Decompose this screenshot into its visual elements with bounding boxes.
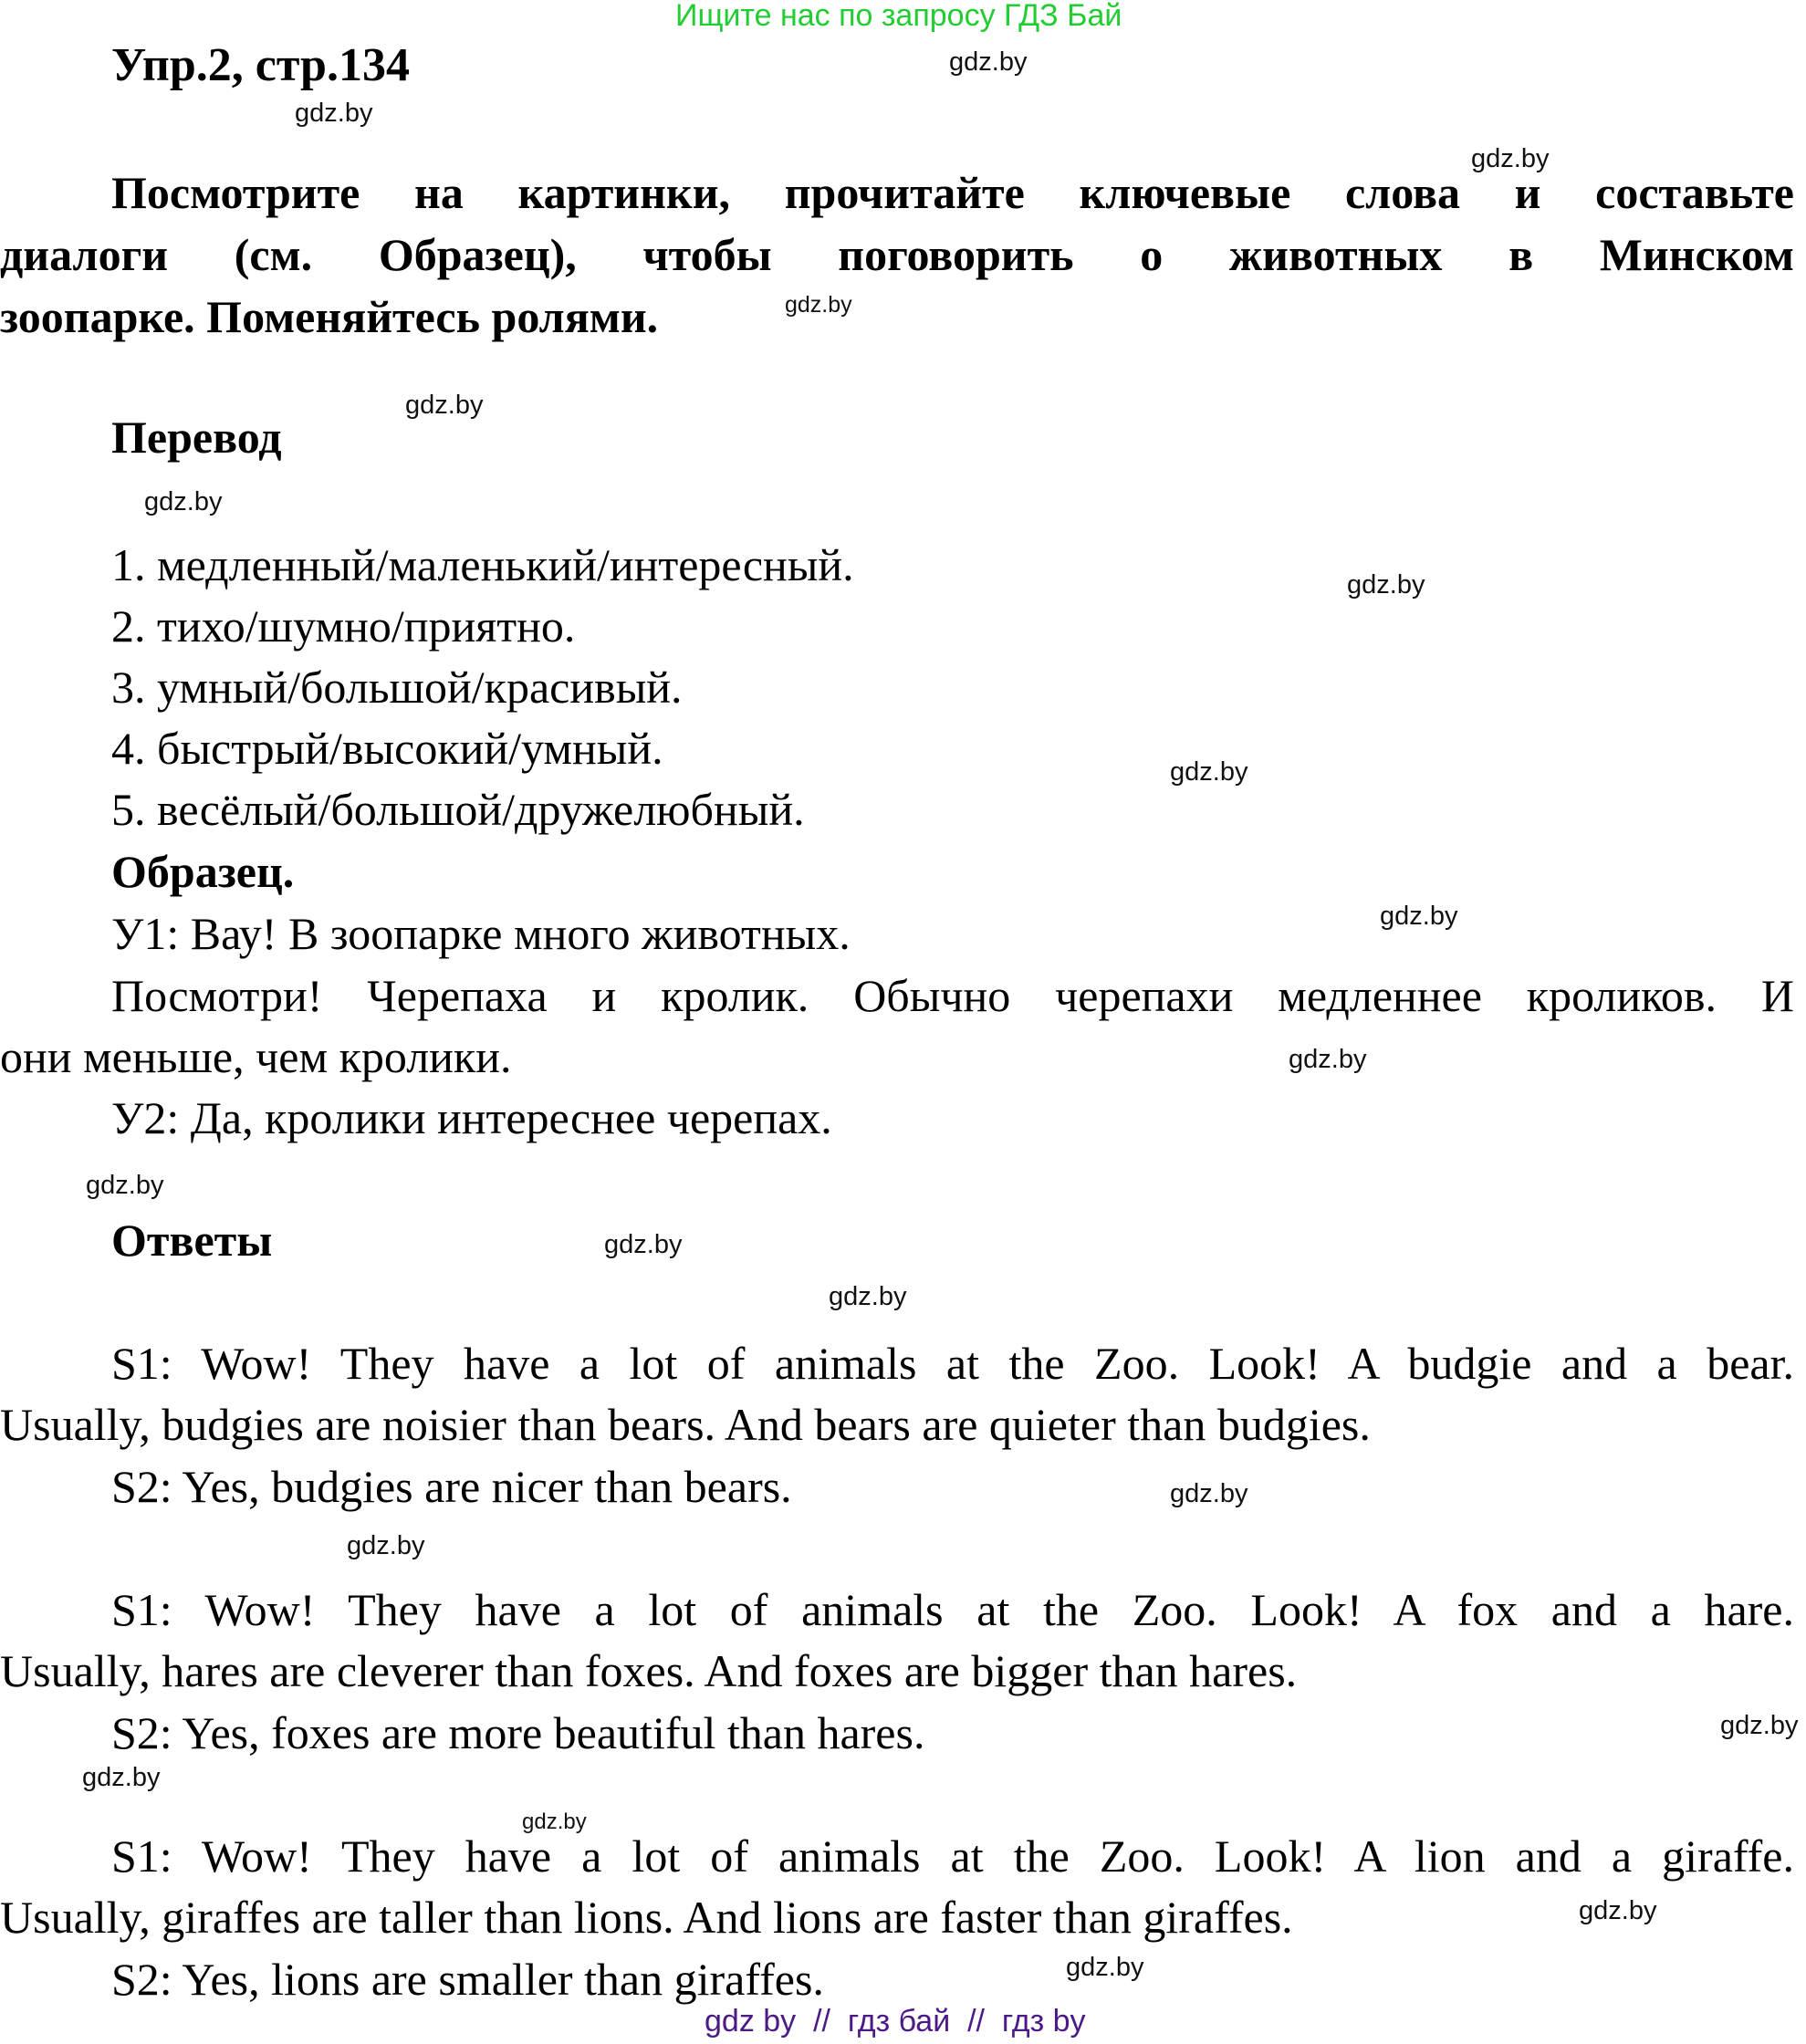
translation-item: 1. медленный/маленький/интересный. <box>111 539 854 590</box>
watermark: gdz.by <box>1289 1045 1367 1074</box>
watermark: gdz.by <box>1170 1479 1248 1508</box>
watermark: gdz.by <box>405 391 484 420</box>
footer-links: gdz by // гдз бай // гдз by <box>705 2004 1086 2039</box>
dialogue-2-s1-line1: S1: Wow! They have a lot of animals at the Zoo. Look! A fox and a hare. <box>111 1584 1794 1635</box>
dialogue-1-s1-line1: S1: Wow! They have a lot of animals at the Zoo. Look! A budgie and a bear. <box>111 1338 1794 1389</box>
task-paragraph <box>0 162 1794 348</box>
dialogue-2-s1-line2: Usually, hares are cleverer than foxes. And foxes are bigger than hares. <box>0 1645 1298 1696</box>
watermark: gdz.by <box>522 1809 587 1834</box>
translation-heading: Перевод <box>111 412 282 463</box>
watermark: gdz.by <box>1579 1896 1657 1925</box>
translation-item: 4. быстрый/высокий/умный. <box>111 723 663 774</box>
dialogue-3-s1-line1: S1: Wow! They have a lot of animals at the Zoo. Look! A lion and a giraffe. <box>111 1830 1794 1882</box>
page-title: Упр.2, стр.134 <box>111 39 410 91</box>
watermark: gdz.by <box>82 1763 161 1792</box>
watermark: gdz.by <box>1471 144 1550 173</box>
dialogue-3-s1-line2: Usually, giraffes are taller than lions. And lions are faster than giraffes. <box>0 1892 1293 1943</box>
watermark: gdz.by <box>86 1171 164 1200</box>
sample-line: У2: Да, кролики интереснее черепах. <box>111 1092 832 1143</box>
sample-line: У1: Вау! В зоопарке много животных. <box>111 908 851 959</box>
task-line: диалоги (см. Образец), чтобы поговорить о животных в Минском <box>0 229 1794 280</box>
answers-heading: Ответы <box>111 1215 273 1266</box>
watermark: gdz.by <box>785 292 852 318</box>
sample-line: они меньше, чем кролики. <box>0 1031 512 1082</box>
dialogue-1-s1-line2: Usually, budgies are noisier than bears. And bears are quieter than budgies. <box>0 1399 1371 1450</box>
task-line: зоопарке. Поменяйтесь ролями. <box>0 291 659 342</box>
watermark: gdz.by <box>347 1531 425 1560</box>
watermark: gdz.by <box>1380 902 1458 931</box>
translation-item: 2. тихо/шумно/приятно. <box>111 600 576 652</box>
dialogue-2-s2: S2: Yes, foxes are more beautiful than hares. <box>111 1707 925 1758</box>
task-line: Посмотрите на картинки, прочитайте ключевые слова и составьте <box>111 167 1794 218</box>
sample-line: Посмотри! Черепаха и кролик. Обычно черепахи медленнее кроликов. И <box>111 970 1794 1021</box>
watermark: gdz.by <box>1066 1953 1144 1982</box>
watermark: gdz.by <box>1720 1711 1799 1740</box>
dialogue-1-s2: S2: Yes, budgies are nicer than bears. <box>111 1461 792 1512</box>
watermark: gdz.by <box>1170 757 1248 787</box>
translation-item: 3. умный/большой/красивый. <box>111 662 683 713</box>
watermark: gdz.by <box>829 1282 907 1311</box>
sample-heading: Образец. <box>111 846 295 897</box>
watermark: gdz.by <box>949 47 1028 77</box>
translation-item: 5. весёлый/большой/дружелюбный. <box>111 784 805 835</box>
watermark: gdz.by <box>604 1230 683 1259</box>
dialogue-3-s2: S2: Yes, lions are smaller than giraffes. <box>111 1954 824 2005</box>
watermark: gdz.by <box>144 487 223 516</box>
search-banner: Ищите нас по запросу ГДЗ Бай <box>675 0 1122 33</box>
watermark: gdz.by <box>1347 570 1425 600</box>
watermark: gdz.by <box>295 99 373 128</box>
